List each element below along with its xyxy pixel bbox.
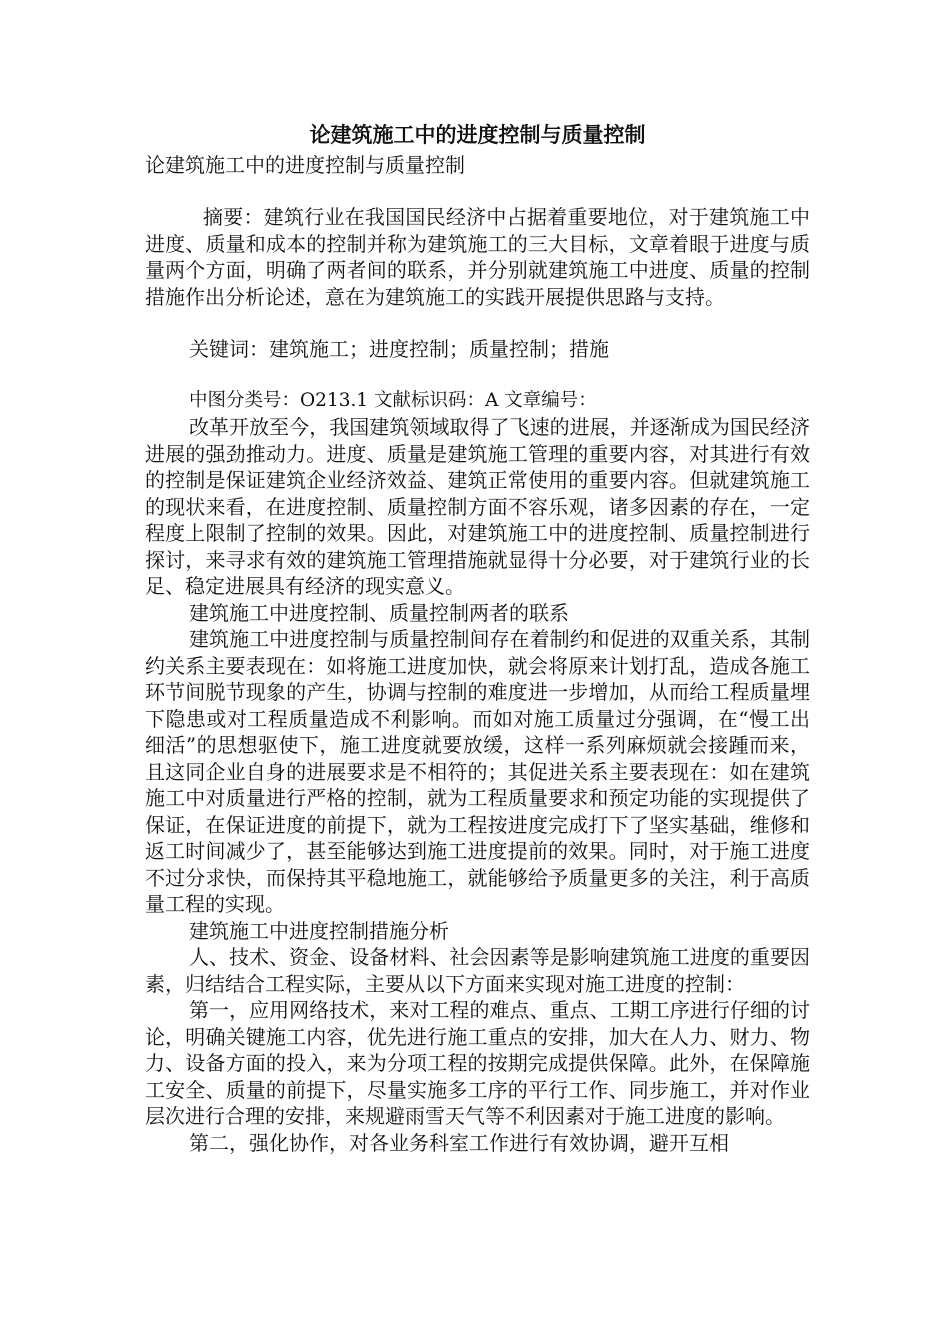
schedule-factors-paragraph: 人、技术、资金、设备材料、社会因素等是影响建筑施工进度的重要因素，归结结合工程实际，主要从以下方面来实现对施工进度的控制： (145, 945, 810, 996)
relationship-paragraph: 建筑施工中进度控制与质量控制间存在着制约和促进的双重关系，其制约关系主要表现在：如将施工进度加快，就会将原来计划打乱，造成各施工环节间脱节现象的产生，协调与控制的难度进一步增加，从而给工程质量埋下隐患或对工程质量造成不利影响。而如对施工质量过分强调，在“慢工出细活”的思想驱使下，施工进度就要放缓，这样一系列麻烦就会接踵而来，且这同企业自身的进展要求是不相符的；其促进关系主要表现在：如在建筑施工中对质量进行严格的控制，就为工程质量要求和预定功能的实现提供了保证，在保证进度的前提下，就为工程按进度完成打下了坚实基础，维修和返工时间减少了，甚至能够达到施工进度提前的效果。同时，对于施工进度不过分求快，而保持其平稳地施工，就能够给予质量更多的关注，利于高质量工程的实现。 (145, 627, 810, 916)
point-one-paragraph: 第一，应用网络技术，来对工程的难点、重点、工期工序进行仔细的讨论，明确关键施工内容，优先进行施工重点的安排，加大在人力、财力、物力、设备方面的投入，来为分项工程的按期完成提供保障。此外，在保障施工安全、质量的前提下，尽量实施多工序的平行工作、同步施工，并对作业层次进行合理的安排，来规避雨雪天气等不利因素对于施工进度的影响。 (145, 998, 810, 1128)
keywords-line: 关键词：建筑施工；进度控制；质量控制；措施 (189, 337, 609, 361)
section-heading-relationship: 建筑施工中进度控制、质量控制两者的联系 (189, 600, 569, 625)
document-subtitle: 论建筑施工中的进度控制与质量控制 (145, 153, 465, 177)
intro-paragraph: 改革开放至今，我国建筑领域取得了飞速的进展，并逐渐成为国民经济进展的强劲推动力。进度、质量是建筑施工管理的重要内容，对其进行有效的控制是保证建筑企业经济效益、建筑正常使用的重要内容。但就建筑施工的现状来看，在进度控制、质量控制方面不容乐观，诸多因素的存在，一定程度上限制了控制的效果。因此，对建筑施工中的进度控制、质量控制进行探讨，来寻求有效的建筑施工管理措施就显得十分必要，对于建筑行业的长足、稳定进展具有经济的现实意义。 (145, 415, 810, 598)
document-title: 论建筑施工中的进度控制与质量控制 (309, 122, 646, 147)
abstract-paragraph: 摘要：建筑行业在我国国民经济中占据着重要地位，对于建筑施工中进度、质量和成本的控制并称为建筑施工的三大目标，文章着眼于进度与质量两个方面，明确了两者间的联系，并分别就建筑施工中进度、质量的控制措施作出分析论述，意在为建筑施工的实践开展提供思路与支持。 (145, 205, 810, 309)
point-two-paragraph: 第二，强化协作，对各业务科室工作进行有效协调，避开互相 (189, 1130, 729, 1155)
document-page (145, 118, 810, 1156)
section-heading-schedule-control: 建筑施工中进度控制措施分析 (189, 918, 449, 943)
classification-line: 中图分类号：O213.1 文献标识码：A 文章编号： (189, 390, 597, 411)
